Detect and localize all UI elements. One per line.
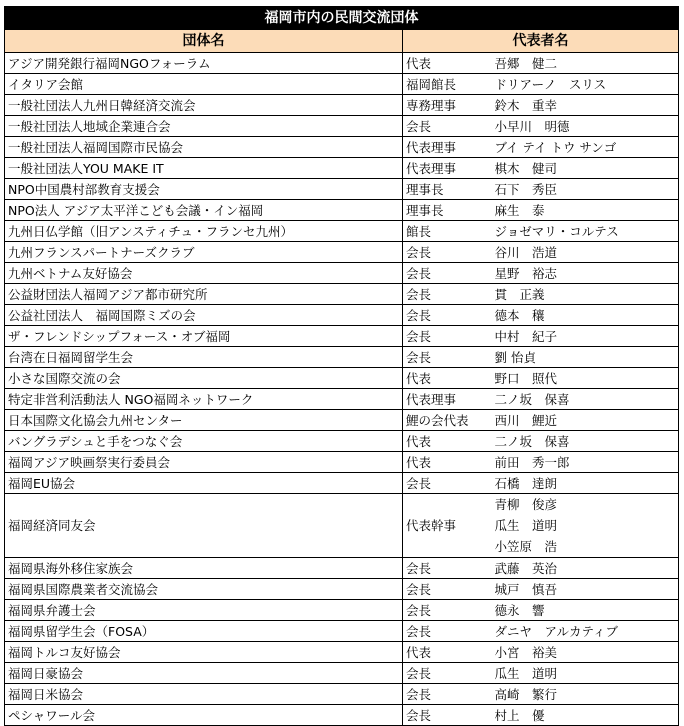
rep-title-cell: 理事長: [403, 179, 495, 200]
rep-title-cell: 会長: [403, 116, 495, 137]
table-row: [5, 116, 679, 137]
org-name-cell: 九州日仏学館（旧アンスティチュ・フランセ九州）: [5, 221, 403, 242]
rep-name-cell: [495, 684, 679, 705]
table-row: [5, 410, 679, 431]
header-org: 団体名: [5, 30, 403, 53]
table-row: [5, 494, 679, 558]
rep-name-cell: [495, 53, 679, 74]
org-name-cell: 福岡県海外移住家族会: [5, 558, 403, 579]
rep-name-cell: [495, 179, 679, 200]
rep-title-cell: 会長: [403, 473, 495, 494]
rep-name: 二ノ坂 保喜: [494, 391, 570, 407]
table-row: [5, 473, 679, 494]
rep-name: ドリアーノ スリス: [494, 76, 607, 92]
org-name-cell: 一般社団法人地域企業連合会: [5, 116, 403, 137]
table-title-row: [5, 7, 679, 30]
table-row: [5, 221, 679, 242]
table-row: [5, 305, 679, 326]
org-name-cell: バングラデシュと手をつなぐ会: [5, 431, 403, 452]
rep-name-cell: [495, 284, 679, 305]
rep-title-cell: 会長: [403, 705, 495, 726]
rep-title-cell: 代表理事: [403, 158, 495, 179]
rep-name-cell: [495, 158, 679, 179]
rep-title-cell: 代表理事: [403, 389, 495, 410]
table-row: [5, 53, 679, 74]
rep-title-cell: 会長: [403, 684, 495, 705]
rep-title-cell: 会長: [403, 558, 495, 579]
org-name-cell: NPO中国農村部教育支援会: [5, 179, 403, 200]
rep-name-cell: [495, 452, 679, 473]
table-row: [5, 242, 679, 263]
rep-title-cell: 代表理事: [403, 137, 495, 158]
table-row: [5, 74, 679, 95]
header-representative: 代表者名: [403, 30, 679, 53]
rep-name: 星野 裕志: [494, 265, 558, 281]
rep-name-cell: [495, 368, 679, 389]
table-row: [5, 452, 679, 473]
table-row: [5, 431, 679, 452]
rep-name: 吾郷 健二: [494, 55, 558, 71]
rep-title-cell: 会長: [403, 326, 495, 347]
rep-title-cell: 代表: [403, 53, 495, 74]
table-row: [5, 684, 679, 705]
table-row: [5, 579, 679, 600]
rep-name: 西川 鯉近: [494, 412, 558, 428]
rep-name: 城戸 慎吾: [494, 581, 558, 597]
org-name-cell: 福岡日豪協会: [5, 663, 403, 684]
table-row: [5, 663, 679, 684]
table-row: [5, 95, 679, 116]
table-row: [5, 137, 679, 158]
rep-name: 瓜生 道明: [494, 518, 558, 533]
table-row: [5, 642, 679, 663]
table-row: [5, 389, 679, 410]
rep-name-cell: [495, 473, 679, 494]
rep-name: 貫 正義: [494, 286, 545, 302]
org-name-cell: 一般社団法人九州日韓経済交流会: [5, 95, 403, 116]
rep-name-cell: [495, 326, 679, 347]
rep-name-cell: [495, 95, 679, 116]
rep-name: ダニヤ アルカティブ: [494, 623, 619, 639]
org-name-cell: 福岡トルコ友好協会: [5, 642, 403, 663]
rep-name: 小宮 裕美: [494, 644, 558, 660]
org-name-cell: 福岡県留学生会（FOSA）: [5, 621, 403, 642]
rep-title-cell: 代表幹事: [403, 494, 495, 558]
rep-name: 棋木 健司: [494, 160, 558, 176]
rep-name-cell: [495, 431, 679, 452]
org-name-cell: 小さな国際交流の会: [5, 368, 403, 389]
rep-title-cell: 会長: [403, 242, 495, 263]
org-name-cell: 福岡県国際農業者交流協会: [5, 579, 403, 600]
rep-name: 劉 怡貞: [494, 349, 536, 365]
rep-name-cell: [495, 263, 679, 284]
org-name-cell: 一般社団法人YOU MAKE IT: [5, 158, 403, 179]
table-row: [5, 621, 679, 642]
table-row: [5, 705, 679, 726]
table-row: [5, 284, 679, 305]
rep-name-cell: [495, 200, 679, 221]
rep-title-cell: 会長: [403, 284, 495, 305]
org-name-cell: 福岡経済同友会: [5, 494, 403, 558]
rep-name-cell: [495, 347, 679, 368]
rep-title-cell: 館長: [403, 221, 495, 242]
rep-name: 中村 紀子: [494, 328, 558, 344]
org-name-cell: 公益財団法人福岡アジア都市研究所: [5, 284, 403, 305]
org-name-cell: 福岡日米協会: [5, 684, 403, 705]
rep-name: 瓜生 道明: [494, 665, 558, 681]
rep-name-cell: [495, 242, 679, 263]
rep-title-cell: 会長: [403, 263, 495, 284]
rep-name-cell: [495, 305, 679, 326]
rep-title-cell: 会長: [403, 305, 495, 326]
rep-title-cell: 代表: [403, 368, 495, 389]
rep-name: 前田 秀一郎: [494, 454, 570, 470]
org-name-cell: NPO法人 アジア太平洋こども会議・イン福岡: [5, 200, 403, 221]
rep-name: 武藤 英治: [494, 560, 558, 576]
table-row: [5, 558, 679, 579]
org-name-cell: 福岡アジア映画祭実行委員会: [5, 452, 403, 473]
org-name-cell: イタリア会館: [5, 74, 403, 95]
rep-name-cell: [495, 705, 679, 726]
rep-title-cell: 会長: [403, 579, 495, 600]
rep-name-cell: [495, 389, 679, 410]
rep-name: 高崎 繁行: [494, 686, 558, 702]
org-name-cell: 九州ベトナム友好協会: [5, 263, 403, 284]
rep-name-cell: [495, 579, 679, 600]
rep-name-cell: [495, 600, 679, 621]
rep-title-cell: 鯉の会代表: [403, 410, 495, 431]
rep-name: 青柳 俊彦: [494, 497, 558, 512]
rep-name: ジョゼマリ・コルテス: [494, 223, 619, 239]
org-name-cell: 福岡県弁護士会: [5, 600, 403, 621]
rep-name-cell: [495, 494, 679, 558]
table-row: [5, 263, 679, 284]
org-table: [4, 6, 679, 726]
rep-name: 德永 響: [494, 602, 545, 618]
org-name-cell: アジア開発銀行福岡NGOフォーラム: [5, 53, 403, 74]
org-name-cell: 台湾在日福岡留学生会: [5, 347, 403, 368]
rep-name: ブイ テイ トウ サンゴ: [494, 139, 617, 155]
org-table-sheet: [4, 6, 678, 726]
rep-title-cell: 代表: [403, 452, 495, 473]
rep-name: 德本 穰: [494, 307, 545, 323]
org-name-cell: 一般社団法人福岡国際市民協会: [5, 137, 403, 158]
table-row: [5, 200, 679, 221]
table-title: 福岡市内の民間交流団体: [5, 7, 679, 30]
rep-title-cell: 理事長: [403, 200, 495, 221]
rep-title-cell: 代表: [403, 431, 495, 452]
org-name-cell: 特定非営利活動法人 NGO福岡ネットワーク: [5, 389, 403, 410]
org-name-cell: ペシャワール会: [5, 705, 403, 726]
org-name-cell: ザ・フレンドシップフォース・オブ福岡: [5, 326, 403, 347]
table-row: [5, 600, 679, 621]
rep-name: 小笠原 浩: [494, 539, 558, 554]
rep-name: 石下 秀臣: [494, 181, 558, 197]
org-name-cell: 日本国際文化協会九州センター: [5, 410, 403, 431]
rep-name-cell: [495, 116, 679, 137]
rep-name-cell: [495, 137, 679, 158]
rep-name: 二ノ坂 保喜: [494, 433, 570, 449]
rep-name-cell: [495, 74, 679, 95]
table-row: [5, 158, 679, 179]
table-row: [5, 179, 679, 200]
table-row: [5, 326, 679, 347]
rep-name-cell: [495, 621, 679, 642]
org-name-cell: 九州フランスパートナーズクラブ: [5, 242, 403, 263]
rep-name-cell: [495, 663, 679, 684]
rep-name: 石橋 達朗: [494, 475, 558, 491]
table-row: [5, 368, 679, 389]
rep-name: 野口 照代: [494, 370, 558, 386]
org-name-cell: 福岡EU協会: [5, 473, 403, 494]
rep-name: 麻生 泰: [494, 202, 545, 218]
table-body: [5, 53, 679, 726]
rep-name: 村上 優: [494, 707, 545, 723]
rep-title-cell: 会長: [403, 347, 495, 368]
rep-title-cell: 福岡館長: [403, 74, 495, 95]
table-row: [5, 347, 679, 368]
rep-name-cell: [495, 410, 679, 431]
rep-title-cell: 会長: [403, 600, 495, 621]
rep-name-cell: [495, 642, 679, 663]
rep-title-cell: 会長: [403, 621, 495, 642]
rep-name: 谷川 浩道: [494, 244, 558, 260]
rep-name: 鈴木 重幸: [494, 97, 558, 113]
rep-title-cell: 専務理事: [403, 95, 495, 116]
rep-title-cell: 代表: [403, 642, 495, 663]
rep-name: 小早川 明德: [494, 118, 570, 134]
rep-name-cell: [495, 221, 679, 242]
rep-name-cell: [495, 558, 679, 579]
org-name-cell: 公益社団法人 福岡国際ミズの会: [5, 305, 403, 326]
table-header-row: [5, 30, 679, 53]
rep-title-cell: 会長: [403, 663, 495, 684]
